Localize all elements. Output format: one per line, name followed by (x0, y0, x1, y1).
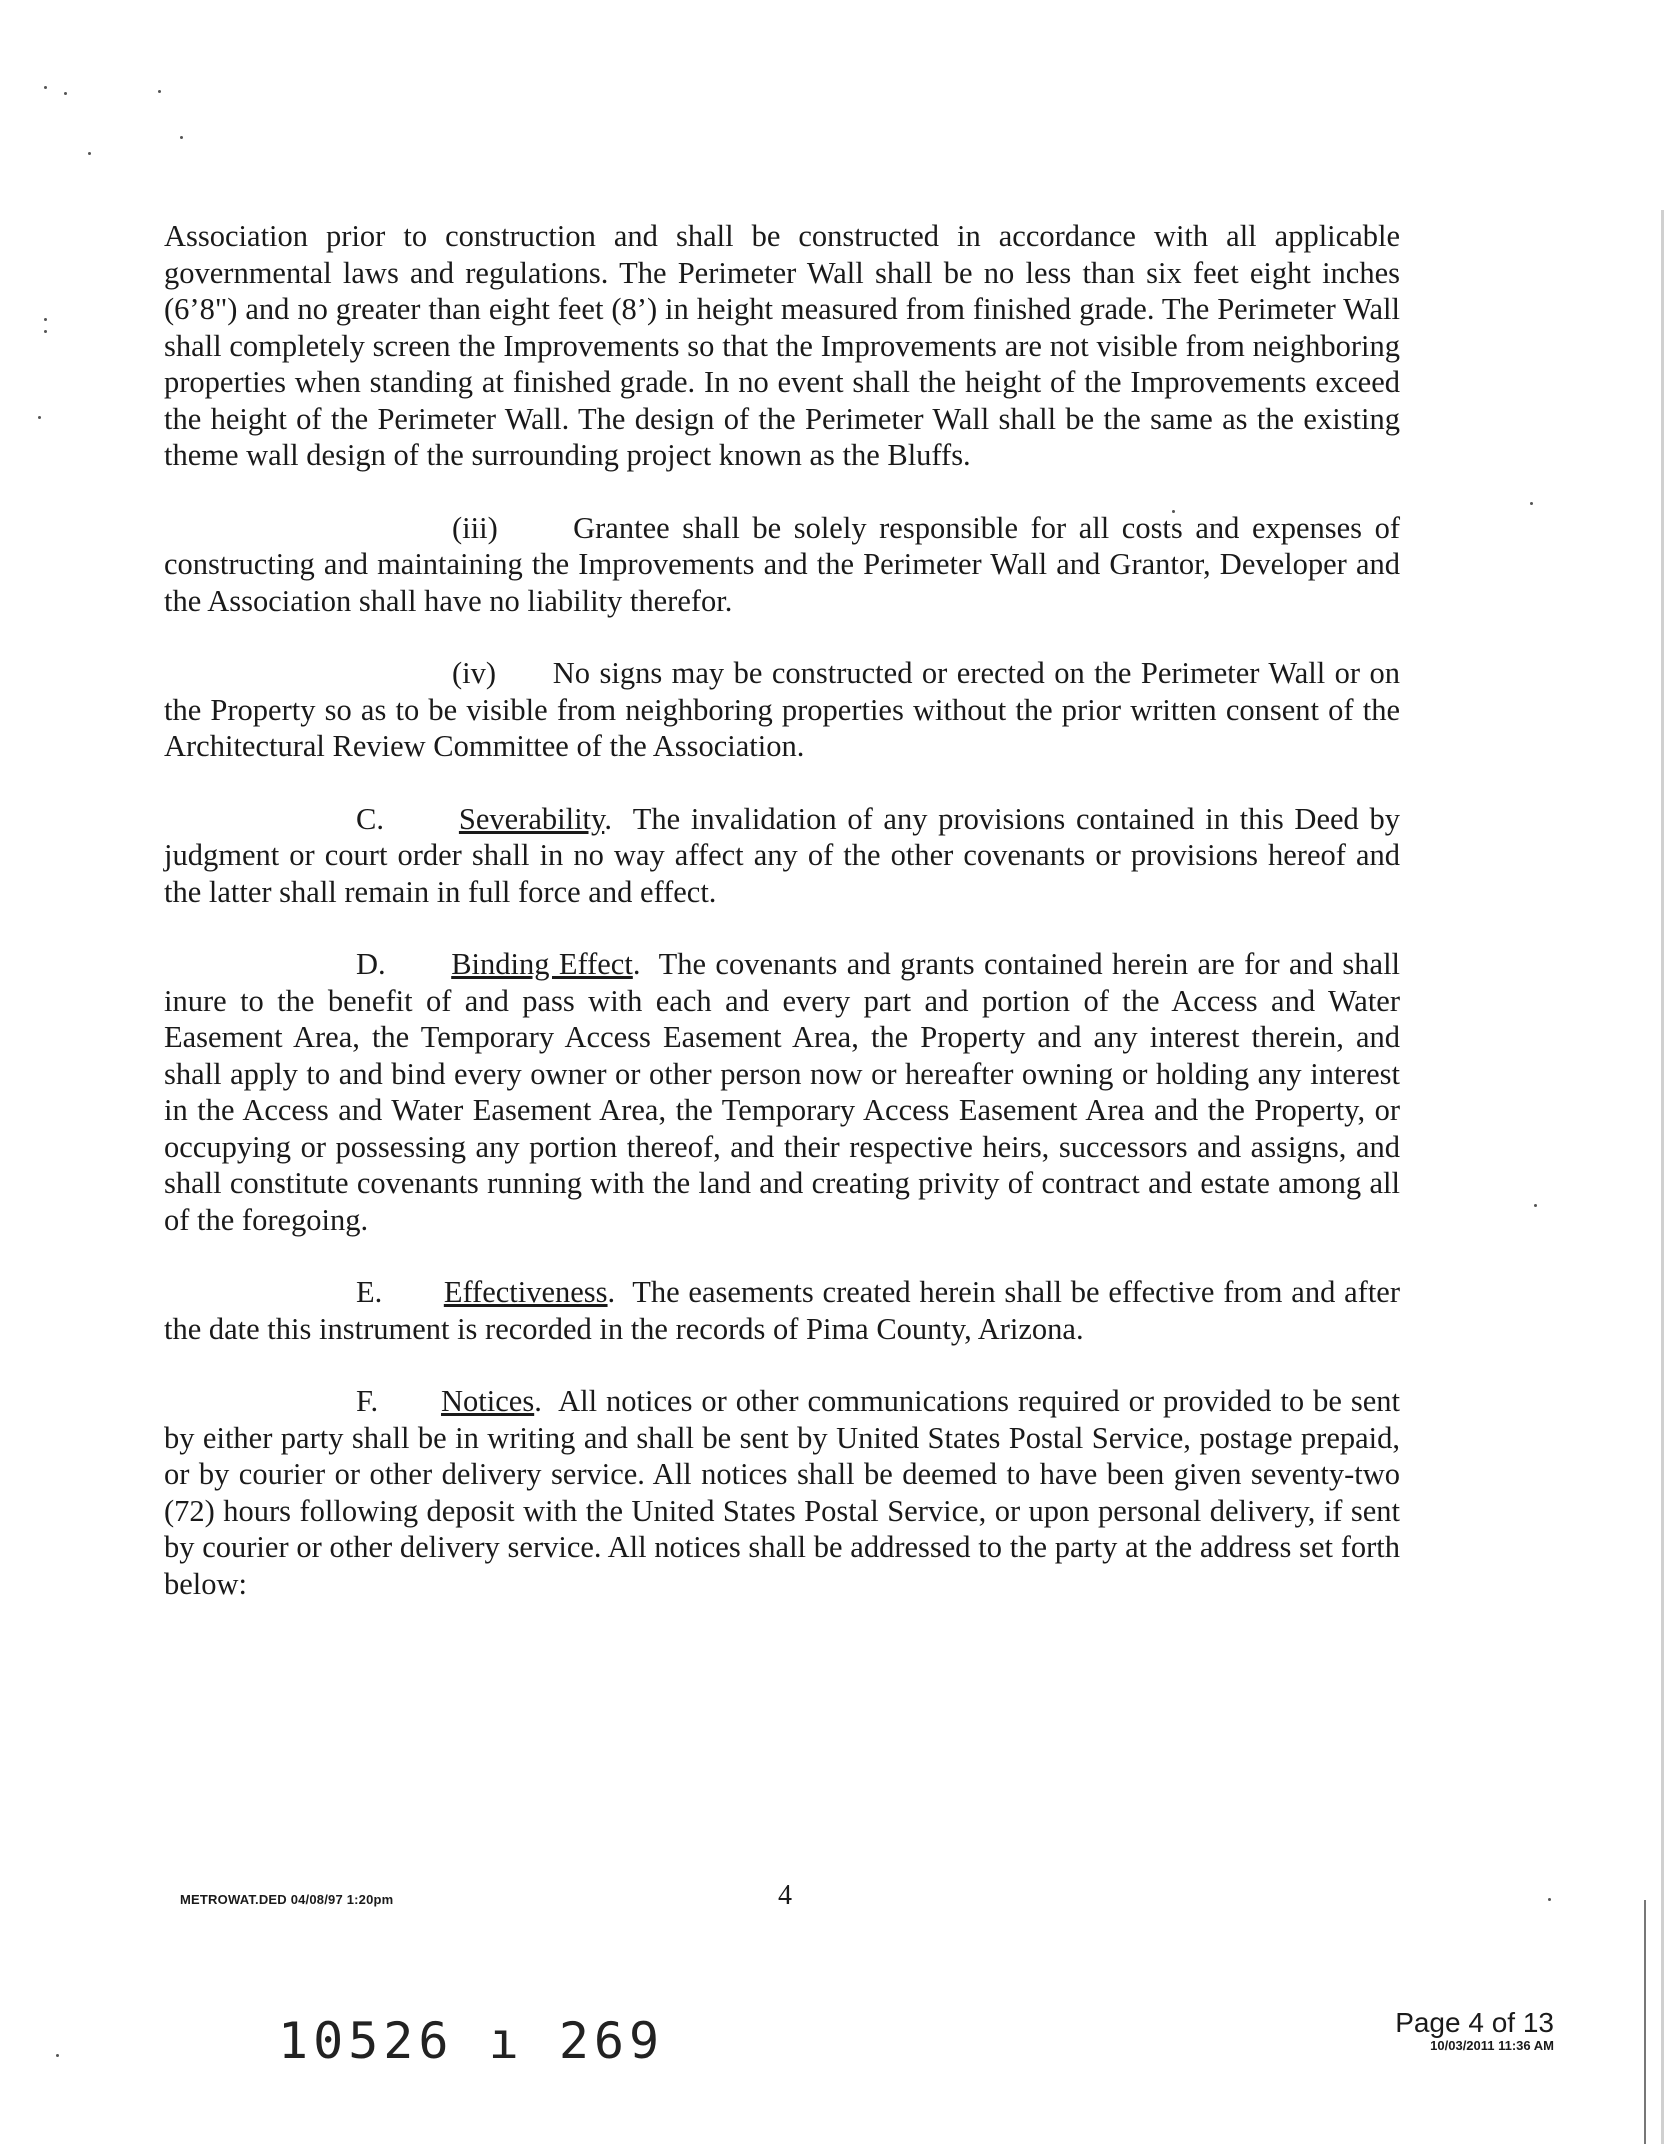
section-heading: Effectiveness (443, 1275, 608, 1309)
section-letter: F. (356, 1384, 379, 1418)
scan-speck (56, 2054, 59, 2057)
section-letter: C. (356, 801, 384, 836)
footer-file-label: METROWAT.DED 04/08/97 1:20pm (180, 1892, 394, 1907)
scan-speck (64, 92, 67, 95)
section-letter: E. (356, 1275, 383, 1309)
section-f: F. Notices. All notices or other communications required or provided to be sent by either party shall be in writing and shall be sent by United States Postal Service, postage prepaid, or by courier or other delivery service. All notices shall be deemed to have been given seventy-two (72) hours following deposit with the United States Postal Service, or upon personal delivery, if sent by courier or other delivery service. All notices shall be addressed to the party at the address set forth below: (164, 1384, 1400, 1601)
scan-speck (88, 152, 91, 155)
scan-speck (180, 136, 183, 139)
section-text: All notices or other communications required or provided to be sent by either party shall be in writing and shall be sent by United States Postal Service, postage prepaid, or by courier or other delivery service. All notices shall be deemed to have been given seventy-two (72) hours following deposit with the United States Postal Service, or upon personal delivery, if sent by courier or other delivery service. All notices shall be addressed to the party at the address set forth below: (164, 1384, 1400, 1601)
recording-stamp (1395, 2008, 1554, 2054)
subsection-iv (164, 655, 1400, 765)
section-text: The invalidation of any provisions contained in this Deed by judgment or court order shall in no way affect any of the other covenants or provisions hereof and the latter shall remain in full force and effect. (164, 801, 1400, 909)
subsection-label: (iv) (452, 656, 497, 690)
scan-speck (1534, 1204, 1537, 1207)
recording-timestamp: 10/03/2011 11:36 AM (1430, 2038, 1554, 2053)
scan-speck (44, 318, 47, 321)
page-of-label: Page 4 of 13 (1395, 2007, 1554, 2038)
subsection-iii (164, 510, 1400, 620)
section-heading: Severability (458, 801, 605, 836)
subsection-text: Grantee shall be solely responsible for all costs and expenses of constructing and maintaining the Improvements and the Perimeter Wall and Grantor, Developer and the Association shall have no liability therefor. (164, 510, 1401, 618)
section-d: D. Binding Effect. The covenants and grants contained herein are for and shall inure to the benefit of and pass with each and every part and portion of the Access and Water Easement Area, the Temporary Access Easement Area, the Property and any interest therein, and shall apply to and bind every owner or other person now or hereafter owning or holding any interest in the Access and Water Easement Area, the Temporary Access Easement Area and the Property, or occupying or possessing any portion thereof, and their respective heirs, successors and assigns, and shall constitute covenants running with the land and creating privity of contract and estate among all of the foregoing. (164, 947, 1401, 1237)
section-c: C. Severability. The invalidation of any provisions contained in this Deed by judgment or court order shall in no way affect any of the other covenants or provisions hereof and the latter shall remain in full force and effect. (164, 801, 1400, 909)
subsection-label: (iii) (452, 510, 498, 545)
section-e: E. Effectiveness. The easements created herein shall be effective from and after the date this instrument is recorded in the records of Pima County, Arizona. (164, 1275, 1400, 1346)
opening-paragraph: Association prior to construction and shall be constructed in accordance with all applicable governmental laws and regulations. The Perimeter Wall shall be no less than six feet eight inches (6’8") and no greater than eight feet (8’) in height measured from finished grade. The Perimeter Wall shall completely screen the Improvements so that the Improvements are not visible from neighboring properties when standing at finished grade. In no event shall the height of the Improvements exceed the height of the Perimeter Wall. The design of the Perimeter Wall shall be the same as the existing theme wall design of the surrounding project known as the Bluffs. (164, 219, 1400, 472)
subsection-text: No signs may be constructed or erected on the Perimeter Wall or on the Property so as to be visible from neighboring properties without the prior written consent of the Architectural Review Committee of the Association. (164, 656, 1400, 763)
section-heading: Notices (441, 1384, 535, 1418)
recording-book-page: 10526 ı 269 (278, 2012, 665, 2070)
scan-speck (1530, 502, 1533, 505)
section-text: The covenants and grants contained herein are for and shall inure to the benefit of and pass with each and every part and portion of the Access and Water Easement Area, the Temporary Access Easement Area, the Property and any interest therein, and shall apply to and bind every owner or other person now or hereafter owning or holding any interest in the Access and Water Easement Area, the Temporary Access Easement Area and the Property, or occupying or possessing any portion thereof, and their respective heirs, successors and assigns, and shall constitute covenants running with the land and creating privity of contract and estate among all of the foregoing. (164, 947, 1401, 1237)
scan-edge (1644, 1900, 1646, 2144)
scan-speck (44, 330, 47, 333)
scan-speck (44, 86, 47, 89)
scan-speck (38, 416, 41, 419)
footer-page-number: 4 (778, 1880, 792, 1911)
section-heading: Binding Effect (451, 947, 633, 981)
section-letter: D. (356, 947, 386, 981)
document-body (164, 218, 1400, 1602)
section-text: The easements created herein shall be effective from and after the date this instrument is recorded in the records of Pima County, Arizona. (164, 1275, 1400, 1346)
scan-speck (158, 90, 161, 93)
scan-speck (1548, 1898, 1551, 1901)
